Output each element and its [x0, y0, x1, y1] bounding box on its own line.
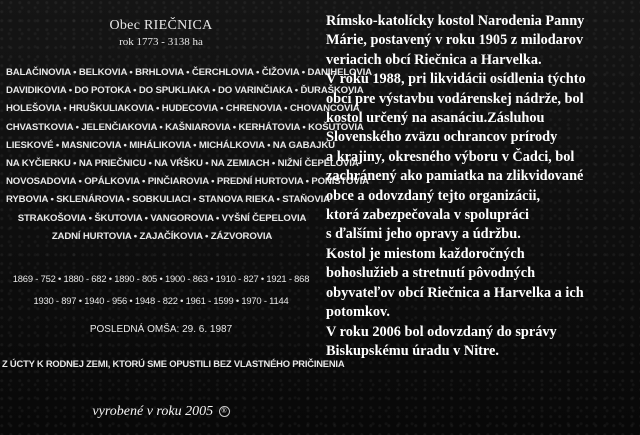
registered-mark: ®	[219, 406, 230, 417]
history-line: Slovenského zväzu ochrancov prírody	[326, 129, 558, 146]
history-line: zachránený ako pamiatka na zlikvidované	[326, 168, 584, 185]
history-line: obce a odovzdaný tejto organizácii,	[326, 187, 541, 204]
village-title: Obec RIEČNICA	[109, 18, 213, 33]
history-line: obcí pre výstavbu vodárenskej nádrže, bol	[326, 90, 584, 107]
settlement-line: CHVASTKOVIA • JELENČIAKOVIA • KAŠNIAROVIA • KERHÁTOVIA • KOŠUTOVIA	[6, 121, 364, 133]
census-line: 1930 - 897 • 1940 - 956 • 1948 - 822 • 1961 - 1599 • 1970 - 1144	[33, 295, 289, 306]
settlement-list	[6, 64, 372, 246]
history-line: V roku 2006 bol odovzdaný do správy	[326, 323, 557, 340]
history-line: Biskupskému úradu v Nitre.	[326, 342, 499, 359]
maker-inscription	[0, 404, 322, 420]
settlement-line: BALAČINOVIA • BELKOVIA • BRHLOVIA • ČERCHLOVIA • ČIŽOVIA • DANIHELOVIA	[6, 67, 372, 78]
history-line: Kostol je miestom každoročných	[326, 245, 525, 262]
history-line: kostol určený na asanáciu.Zásluhou	[326, 110, 545, 127]
history-line: potomkov.	[326, 304, 390, 321]
last-mass-date: POSLEDNÁ OMŠA: 29. 6. 1987	[89, 324, 233, 335]
village-subtitle: rok 1773 - 3138 ha	[119, 36, 203, 48]
history-line: s ďalšími jeho opravy a údržbu.	[326, 226, 521, 243]
dedication-text: Z ÚCTY K RODNEJ ZEMI, KTORÚ SME OPUSTILI BEZ VLASTNÉHO PRIČINENIA	[2, 358, 345, 369]
settlement-line: DAVIDIKOVIA • DO POTOKA • DO SPUKLIAKA • DO VARINČIAKA • ĎURAŠKOVIA	[6, 85, 364, 97]
history-line: ktorá zabezpečovala v spolupráci	[326, 207, 529, 224]
settlement-line: LIESKOVÉ • MASNICOVIA • MIHÁLIKOVIA • MICHÁLKOVIA • NA GABAJKU	[6, 139, 335, 151]
history-line: obyvateľov obcí Riečnica a Harvelka a ich	[326, 284, 584, 301]
history-line: bohoslužieb a stretnutí pôvodných	[326, 265, 536, 282]
settlement-line: RYBOVIA • SKLENÁROVIA • SOBKULIACI • STANOVA RIEKA • STAŇOVIA	[6, 194, 330, 206]
settlement-line: NA KYČIERKU • NA PRIEČNICU • NA VŔŠKU • NA ZEMIACH • NIŽNÍ ČEPELOVIA	[6, 158, 359, 170]
population-census	[0, 268, 322, 312]
history-line: veriacich obcí Riečnica a Harvelka.	[326, 51, 542, 68]
history-line: a krajiny, okresného výboru v Čadci, bol	[326, 148, 575, 165]
census-line: 1869 - 752 • 1880 - 682 • 1890 - 805 • 1900 - 863 • 1910 - 827 • 1921 - 868	[12, 273, 310, 284]
church-history-text	[326, 12, 638, 361]
settlement-line: HOLEŠOVIA • HRUŠKULIAKOVIA • HUDECOVIA • CHRENOVIA • CHOVANCOVIA	[6, 103, 360, 115]
history-line: Márie, postavený v roku 1905 z milodarov	[326, 32, 584, 49]
settlement-line: ZADNÍ HURTOVIA • ZAJAČÍKOVIA • ZÁZVOROVIA	[51, 230, 273, 242]
settlement-line: STRAKOŠOVIA • ŠKUTOVIA • VANGOROVIA • VYŠNÍ ČEPELOVIA	[17, 212, 307, 224]
maker-text: vyrobené v roku 2005	[92, 404, 214, 419]
history-line: Rímsko-katolícky kostol Narodenia Panny	[326, 13, 585, 29]
history-line: V roku 1988, pri likvidácii osídlenia týchto	[326, 71, 586, 88]
settlement-line: NOVOSADOVIA • OPÁLKOVIA • PINČIAROVIA • PREDNÍ HURTOVIA • PONIŠTOVIA	[6, 176, 369, 188]
